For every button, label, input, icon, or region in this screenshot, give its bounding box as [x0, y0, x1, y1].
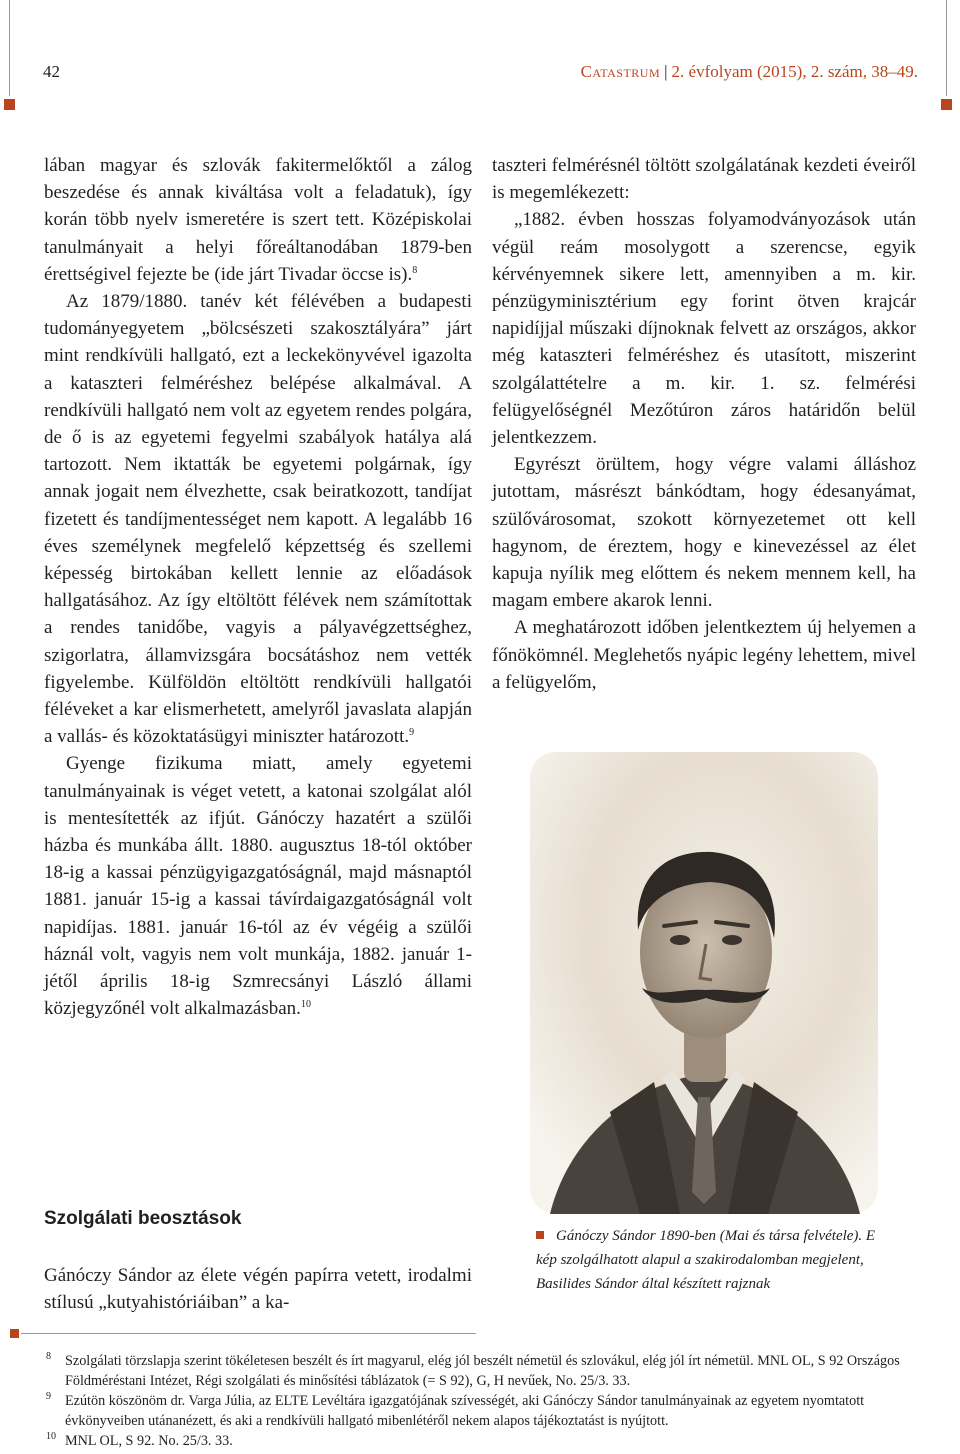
- journal-title: Catastrum: [580, 62, 661, 81]
- running-head: [581, 62, 918, 82]
- caption-text: Gánóczy Sándor 1890-ben (Mai és társa felvétele). E kép szolgálhatott alapul a szakirodalomban megjelent, Basilides Sándor által készített rajznak: [536, 1228, 876, 1292]
- corner-marker-top-right: [941, 99, 952, 110]
- corner-marker-top-left: [4, 99, 15, 110]
- paragraph-text: lában magyar és szlovák fakitermelőktől a zálog beszedése és annak kiváltása volt a feladatuk), így korán több nyelv ismeretére is szert tett. Középiskolai tanulmányait a helyi főreáltanodában 1879-ben érettségivel fejezte be (ide járt Tivadar öccse is).: [44, 155, 472, 285]
- paragraph: [44, 152, 472, 288]
- left-column: [44, 152, 472, 1023]
- paragraph-text: Az 1879/1880. tanév két félévében a budapesti tudományegyetem „bölcsészeti szakosztályára” járt mint rendkívüli hallgató, ezt a leckekönyvével igazolta a kataszteri felméréshez belépése alkalmával. A rendkívüli hallgató nem volt az egyetem rendes polgára, de ő is az egyetemi fegyelmi szabályok hatálya alá tartozott. Nem iktatták be egyetemi polgárnak, így annak jogait nem élvezhette, csak beiratkozott, tandíjat fizetett és tandíjmentességet nem kapott. A legalább 16 éves személynek megfelelő képzettség és szellemi képesség birtokában kellett lennie az előadások hallgatásához. Az így eltöltött félévek nem számítottak a rendes tanidőbe, vagyis a pályavégzettséghez, szigorlatra, államvizsgára bocsátáshoz nem vették figyelembe. Külföldön eltöltött rendkívüli hallgatói féléveket a kar elismerhetett, amelyről javaslata alapján a vallás- és közoktatásügyi miniszter határozott.: [44, 291, 472, 748]
- footnote-rule: [21, 1333, 476, 1334]
- footnotes: [46, 1351, 922, 1451]
- paragraph: taszteri felmérésnél töltött szolgálatának kezdeti éveiről is megemlékezett:: [492, 155, 916, 204]
- footnote-ref: 10: [300, 999, 311, 1011]
- footnote-text: MNL OL, S 92. No. 25/3. 33.: [65, 1433, 233, 1449]
- footnote-ref: 9: [409, 727, 415, 739]
- footnote-text: Ezútön köszönöm dr. Varga Júlia, az ELTE Levéltára igazgatójának szívességét, aki Gánóczy Sándor tanulmányainak az egyetem nyomtatott évkönyveiben utánanézett, és aki a rendkívüli hallgató mibenlétéről nekem alapos tájékoztatást is nyújtott.: [65, 1393, 865, 1429]
- eye-left: [670, 935, 690, 945]
- eye-right: [722, 935, 742, 945]
- issue-info: 2. évfolyam (2015), 2. szám, 38–49.: [671, 62, 918, 81]
- figure-caption: [536, 1224, 880, 1296]
- paragraph: A meghatározott időben jelentkeztem új helyemen a főnökömnél. Meglehetős nyápic legény lehettem, mivel a felügyelőm,: [492, 617, 916, 693]
- portrait-photo: [530, 752, 878, 1214]
- top-left-crop-line: [9, 0, 10, 96]
- footnote-ref: 8: [412, 264, 418, 276]
- paragraph: [44, 288, 472, 750]
- header-separator: |: [664, 62, 668, 81]
- footnote-number: 10: [46, 1431, 56, 1442]
- page-number: 42: [43, 62, 60, 81]
- paragraph: Egyrészt örültem, hogy végre valami álláshoz jutottam, másrészt bánkódtam, hogy édesanyámat, szülővárosomat, szokott környezetemet ott kell hagynom, de éreztem, hogy e kinevezéssel az élet kapuja nyílik meg előttem és nekem mennem kell, ha magam embere akarok lenni.: [492, 454, 916, 612]
- footnote-text: Szolgálati törzslapja szerint tökéletesen beszélt és írt magyarul, elég jól beszélt németül és szlovákul, elég jól írt németül. MNL OL, S 92 Országos Földméréstani Intézet, Régi szolgálati és minősítési táblázatok (= S 92), G, H nevűek, No. 25/3. 33.: [65, 1353, 900, 1389]
- quote-paragraph: „1882. évben hosszas folyamodványozások után végül reám mosolygott a szerencse, egyik kérvényemnek sikere lett, amennyiben a m. kir. pénzügyminisztérium egy forint ötven krajcár napidíjjal műszaki díjnoknak felvett az országos, akkor még kataszteri felméréshez és utasított, miszerint szolgálattételre a m. kir. 1. sz. felmérési felügyelőségnél Mezőtúron záros határidőn belül jelentkezzem.: [492, 209, 916, 449]
- footnote-10: [46, 1431, 922, 1451]
- caption-marker: [536, 1231, 544, 1239]
- right-column: [492, 152, 916, 696]
- section-heading: Szolgálati beosztások: [44, 1208, 242, 1229]
- footnote-9: [46, 1391, 922, 1431]
- footnote-marker: [10, 1329, 19, 1338]
- paragraph: [44, 750, 472, 1022]
- paragraph-text: Gyenge fizikuma miatt, amely egyetemi tanulmányainak is véget vetett, a katonai szolgálat alól is mentesítették az ifjút. Gánóczy hazatért a szülői házba és munkába állt. 1880. augusztus 18-tól október 18-ig a kassai pénzügyigazgatóságnál, majd másnaptól 1881. január 15-ig a kassai távírdaigazgatóságnál volt napidíjas. 1881. január 16-tól az év végéig a szülői háznál volt, vagyis nem volt munkája, 1882. január 1-jétől április 18-ig Szmrecsányi László állami közjegyzőnél volt alkalmazásban.: [44, 753, 472, 1020]
- footnote-number: 9: [46, 1391, 51, 1402]
- footnote-number: 8: [46, 1351, 51, 1362]
- top-right-crop-line: [946, 0, 947, 96]
- footnote-8: [46, 1351, 922, 1391]
- paragraph: Gánóczy Sándor az élete végén papírra vetett, irodalmi stílusú „kutyahistóriáiban” a ka-: [44, 1265, 472, 1314]
- section-text: [44, 1262, 472, 1316]
